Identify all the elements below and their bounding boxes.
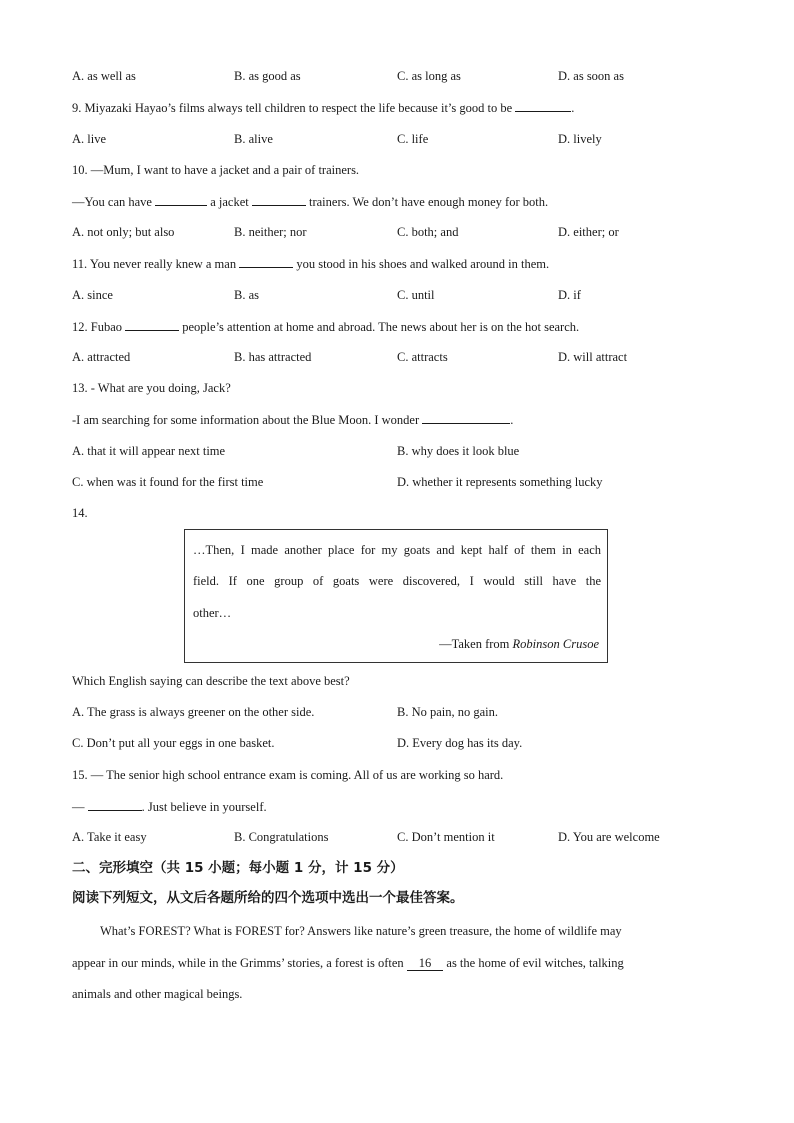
q9-option-b: B. alive: [234, 132, 273, 146]
q15-option-b: B. Congratulations: [234, 830, 329, 844]
q10-option-d: D. either; or: [558, 225, 619, 239]
q12-stem-part-b: people’s attention at home and abroad. The news about her is on the hot search.: [182, 320, 580, 334]
q13-option-a: A. that it will appear next time: [72, 444, 226, 458]
q9-stem: [72, 99, 574, 116]
q14-excerpt-box: [184, 529, 608, 663]
q11-option-c: C. until: [397, 288, 435, 302]
passage-line-3: animals and other magical beings.: [72, 987, 243, 1001]
q11-stem-part-b: you stood in his shoes and walked around in them.: [296, 257, 550, 271]
q10-stem-line2: [72, 193, 548, 210]
section-instruction: 阅读下列短文，从文后各题所给的四个选项中选出一个最佳答案。: [72, 890, 464, 906]
q13-stem-text: -I am searching for some information about the Blue Moon. I wonder: [72, 413, 420, 427]
q10-option-b: B. neither; nor: [234, 225, 307, 239]
passage-line-1: What’s FOREST? What is FOREST for? Answers like nature’s green treasure, the home of wildlife may: [100, 924, 622, 938]
q14-excerpt-line-3: other…: [193, 606, 232, 620]
q15-stem-part-b: . Just believe in yourself.: [141, 800, 267, 814]
q9-stem-end: .: [571, 101, 575, 115]
q15-option-c: C. Don’t mention it: [397, 830, 495, 844]
q8-option-c: C. as long as: [397, 69, 461, 83]
q11-option-a: A. since: [72, 288, 113, 302]
q13-stem-end: .: [510, 413, 514, 427]
q10-option-a: A. not only; but also: [72, 225, 175, 239]
q11-stem: [72, 255, 549, 272]
passage-line-2-part-b: as the home of evil witches, talking: [446, 956, 624, 970]
q14-option-d: D. Every dog has its day.: [397, 736, 523, 750]
q9-option-a: A. live: [72, 132, 107, 146]
q9-option-c: C. life: [397, 132, 429, 146]
q12-stem: [72, 318, 579, 335]
q15-stem-line2: [72, 798, 267, 815]
q12-option-d: D. will attract: [558, 350, 628, 364]
q14-option-b: B. No pain, no gain.: [397, 705, 499, 719]
passage-line-2-part-a: appear in our minds, while in the Grimms’ stories, a forest is often: [72, 956, 404, 970]
q9-stem-text: 9. Miyazaki Hayao’s films always tell children to respect the life because it’s good to be: [72, 101, 513, 115]
q12-answer-blank: [125, 318, 179, 331]
q12-option-a: A. attracted: [72, 350, 131, 364]
q13-stem-line1: 13. - What are you doing, Jack?: [72, 381, 231, 395]
q11-stem-part-a: 11. You never really knew a man: [72, 257, 237, 271]
q14-excerpt-source: [439, 636, 599, 652]
blank-16: 16: [407, 956, 444, 971]
q13-answer-blank: [422, 411, 510, 424]
q12-option-b: B. has attracted: [234, 350, 312, 364]
q10-option-c: C. both; and: [397, 225, 459, 239]
q10-answer-blank-2: [252, 193, 306, 206]
q8-option-b: B. as good as: [234, 69, 301, 83]
q10-stem-part-a: —You can have: [72, 195, 152, 209]
q14-source-prefix: —Taken from: [439, 637, 513, 651]
q9-option-d: D. lively: [558, 132, 602, 146]
q13-option-d: D. whether it represents something lucky: [397, 475, 603, 489]
q14-question: Which English saying can describe the text above best?: [72, 674, 350, 688]
q9-answer-blank: [515, 99, 571, 112]
q14-excerpt-line-2: field. If one group of goats were discovered, I would still have the: [193, 574, 601, 588]
section-heading: 二、完形填空（共 15 小题；每小题 1 分，计 15 分）: [72, 860, 404, 876]
q8-option-a: A. as well as: [72, 69, 136, 83]
q10-stem-part-c: trainers. We don’t have enough money for both.: [308, 195, 549, 209]
q12-stem-part-a: 12. Fubao: [72, 320, 122, 334]
q14-excerpt-line-1: …Then, I made another place for my goats and kept half of them in each: [193, 543, 601, 557]
q10-stem-line1: 10. —Mum, I want to have a jacket and a pair of trainers.: [72, 163, 360, 177]
q13-option-b: B. why does it look blue: [397, 444, 520, 458]
q11-answer-blank: [239, 255, 293, 268]
q12-option-c: C. attracts: [397, 350, 448, 364]
q15-option-d: D. You are welcome: [558, 830, 660, 844]
q13-option-c: C. when was it found for the first time: [72, 475, 264, 489]
q13-stem-line2: [72, 411, 513, 428]
q15-answer-blank: [88, 798, 142, 811]
q11-option-b: B. as: [234, 288, 259, 302]
q8-option-d: D. as soon as: [558, 69, 624, 83]
q14-option-a: A. The grass is always greener on the other side.: [72, 705, 315, 719]
passage-line-2: [72, 955, 624, 971]
q10-answer-blank-1: [155, 193, 207, 206]
q15-option-a: A. Take it easy: [72, 830, 147, 844]
q14-number: 14.: [72, 506, 88, 520]
q15-stem-line1: 15. — The senior high school entrance exam is coming. All of us are working so hard.: [72, 768, 504, 782]
q10-stem-part-b: a jacket: [210, 195, 249, 209]
q11-option-d: D. if: [558, 288, 581, 302]
q14-option-c: C. Don’t put all your eggs in one basket.: [72, 736, 275, 750]
q15-dash: —: [72, 800, 85, 814]
q14-source-title: Robinson Crusoe: [512, 637, 599, 651]
